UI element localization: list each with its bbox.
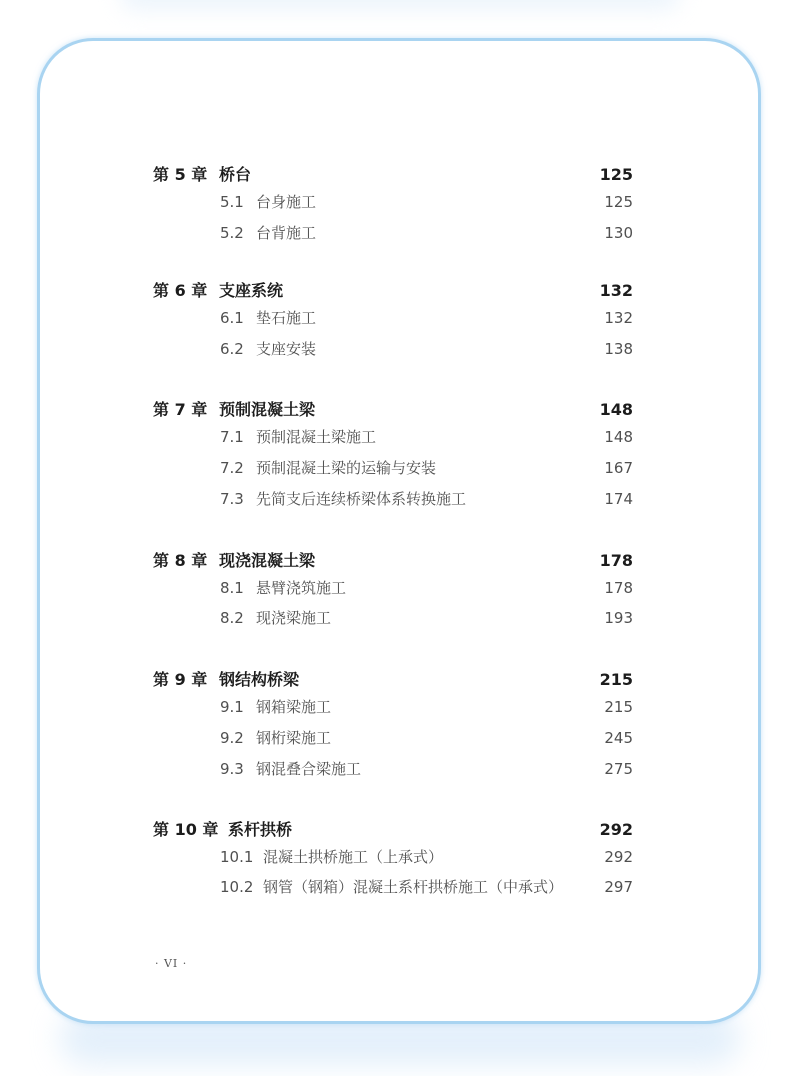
section-row[interactable] [153,757,633,781]
section-page: 275 [604,760,633,778]
section-number: 6.2 [220,340,244,358]
chapter-row[interactable] [153,163,633,187]
section-title: 钢混叠合梁施工 [256,760,362,778]
section-row[interactable] [153,875,633,899]
section-row[interactable] [153,425,633,449]
section-row[interactable] [153,695,633,719]
chapter-row[interactable] [153,398,633,422]
section-row[interactable] [153,456,633,480]
chapter-number: 第 8 章 [153,551,208,570]
section-page: 148 [604,428,633,446]
chapter-title: 钢结构桥梁 [219,670,300,689]
chapter-title: 系杆拱桥 [228,820,293,839]
chapter-page: 292 [599,820,633,839]
section-number: 10.2 [220,878,254,896]
section-number: 7.2 [220,459,244,477]
chapter-title: 桥台 [219,165,252,184]
section-page: 292 [604,848,633,866]
section-title: 支座安装 [256,340,317,358]
section-row[interactable] [153,606,633,630]
section-page: 193 [604,609,633,627]
section-page: 167 [604,459,633,477]
chapter-page: 215 [599,670,633,689]
section-title: 钢箱梁施工 [256,698,332,716]
section-page: 245 [604,729,633,747]
section-number: 5.2 [220,224,244,242]
section-number: 6.1 [220,309,244,327]
section-title: 悬臂浇筑施工 [256,579,347,597]
section-row[interactable] [153,337,633,361]
section-row[interactable] [153,845,633,869]
section-title: 预制混凝土梁施工 [256,428,377,446]
section-page: 215 [604,698,633,716]
section-title: 现浇梁施工 [256,609,332,627]
chapter-row[interactable] [153,668,633,692]
chapter-row[interactable] [153,279,633,303]
chapter-title: 预制混凝土梁 [219,400,316,419]
section-title: 钢管（钢箱）混凝土系杆拱桥施工（中承式） [263,878,564,896]
chapter-number: 第 9 章 [153,670,208,689]
section-title: 垫石施工 [256,309,317,327]
section-number: 8.2 [220,609,244,627]
section-title: 台背施工 [256,224,317,242]
chapter-number: 第 7 章 [153,400,208,419]
section-row[interactable] [153,726,633,750]
section-number: 7.3 [220,490,244,508]
section-number: 8.1 [220,579,244,597]
section-number: 7.1 [220,428,244,446]
section-title: 先简支后连续桥梁体系转换施工 [256,490,467,508]
chapter-number: 第 5 章 [153,165,208,184]
section-title: 预制混凝土梁的运输与安装 [256,459,437,477]
section-number: 10.1 [220,848,254,866]
top-shadow [120,0,680,10]
section-title: 台身施工 [256,193,317,211]
section-page: 297 [604,878,633,896]
section-row[interactable] [153,190,633,214]
section-page: 174 [604,490,633,508]
section-number: 5.1 [220,193,244,211]
chapter-row[interactable] [153,818,633,842]
chapter-title: 支座系统 [219,281,284,300]
chapter-page: 132 [599,281,633,300]
chapter-number: 第 10 章 [153,820,219,839]
chapter-page: 178 [599,551,633,570]
section-number: 9.3 [220,760,244,778]
section-title: 钢桁梁施工 [256,729,332,747]
section-page: 125 [604,193,633,211]
section-page: 138 [604,340,633,358]
section-number: 9.1 [220,698,244,716]
section-page: 132 [604,309,633,327]
section-row[interactable] [153,487,633,511]
section-page: 178 [604,579,633,597]
section-row[interactable] [153,306,633,330]
page-number: · VI · [155,957,188,970]
chapter-title: 现浇混凝土梁 [219,551,316,570]
chapter-number: 第 6 章 [153,281,208,300]
section-number: 9.2 [220,729,244,747]
section-page: 130 [604,224,633,242]
section-row[interactable] [153,576,633,600]
chapter-row[interactable] [153,549,633,573]
chapter-page: 125 [599,165,633,184]
section-row[interactable] [153,221,633,245]
section-title: 混凝土拱桥施工（上承式） [263,848,444,866]
chapter-page: 148 [599,400,633,419]
